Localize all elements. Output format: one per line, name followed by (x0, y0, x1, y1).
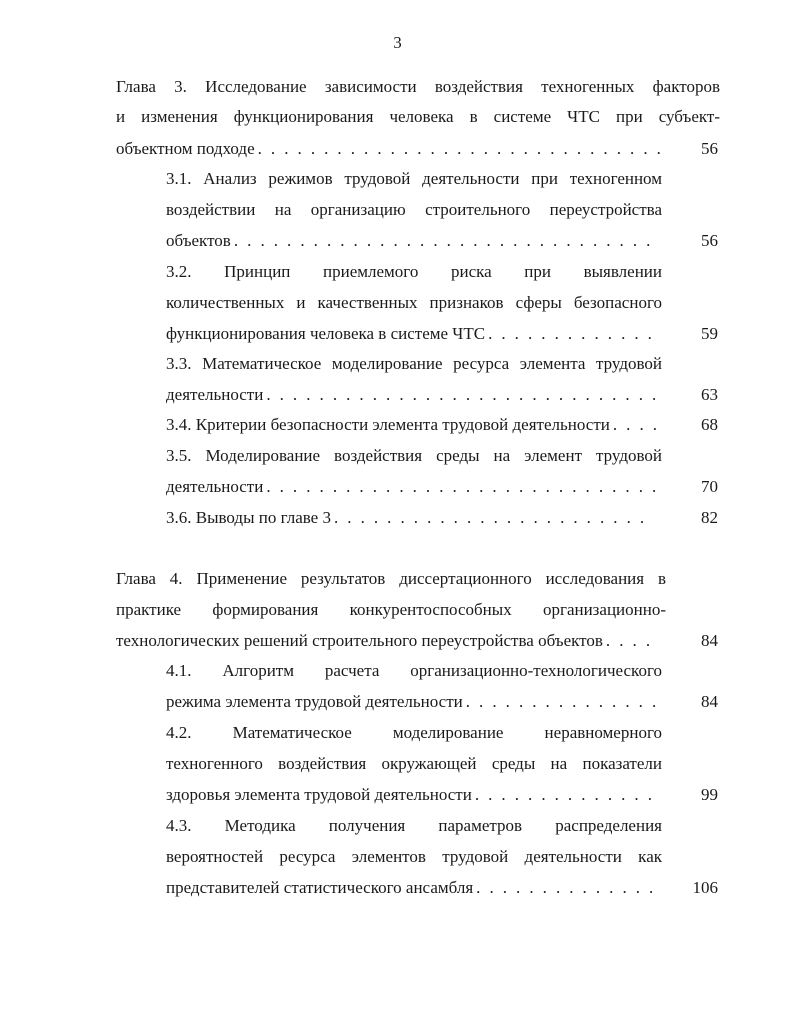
section-3-5-line-1: 3.5. Моделирование воздействия среды на элемент трудовой (166, 446, 662, 465)
section-3-5-line-2-text: деятельности (166, 477, 264, 496)
dot-leader (613, 414, 658, 436)
dot-leader (258, 138, 662, 160)
section-3-6-line-1 (166, 507, 658, 529)
chapter-3-title-line-3-text: объектном подходе (116, 139, 255, 158)
section-3-1-line-2: воздействии на организацию строительного переустройства (166, 200, 662, 219)
section-3-3-page: 63 (701, 385, 718, 404)
section-3-1-line-3 (166, 230, 662, 252)
dot-leader (488, 323, 658, 345)
section-4-1-line-1: 4.1. Алгоритм расчета организационно-технологического (166, 661, 662, 680)
section-3-1-page: 56 (701, 231, 718, 250)
section-3-2-line-3-text: функционирования человека в системе ЧТС (166, 324, 486, 343)
section-3-3-line-2 (166, 384, 662, 406)
section-3-6-page: 82 (701, 508, 718, 527)
section-4-1-line-2 (166, 691, 662, 713)
section-4-2-page: 99 (701, 785, 718, 804)
section-4-1-page: 84 (701, 692, 718, 711)
section-3-2-page: 59 (701, 324, 718, 343)
section-3-6-line-1-text: 3.6. Выводы по главе 3 (166, 508, 331, 527)
dot-leader (475, 784, 658, 806)
section-4-3-line-2: вероятностей ресурса элементов трудовой деятельности как (166, 847, 662, 866)
page-number: 3 (393, 33, 402, 52)
section-3-4-page: 68 (701, 415, 718, 434)
section-3-2-line-1: 3.2. Принцип приемлемого риска при выявлении (166, 262, 662, 281)
section-4-3-line-3 (166, 877, 658, 899)
chapter-3-title-line-1: Глава 3. Исследование зависимости воздействия техногенных факторов (116, 77, 720, 96)
chapter-4-page: 84 (701, 631, 718, 650)
section-4-3-line-3-text: представителей статистического ансамбля (166, 878, 474, 897)
dot-leader (234, 230, 658, 252)
section-4-2-line-3-text: здоровья элемента трудовой деятельности (166, 785, 472, 804)
section-3-1-line-3-text: объектов (166, 231, 231, 250)
section-4-3-line-1: 4.3. Методика получения параметров распределения (166, 816, 662, 835)
chapter-3-title-line-3 (116, 138, 666, 160)
section-4-2-line-3 (166, 784, 662, 806)
section-3-1-line-1: 3.1. Анализ режимов трудовой деятельности при техногенном (166, 169, 662, 188)
dot-leader (334, 507, 654, 529)
chapter-4-title-line-3 (116, 630, 662, 652)
chapter-3-page: 56 (701, 139, 718, 158)
dot-leader (266, 476, 658, 498)
chapter-4-title-line-1: Глава 4. Применение результатов диссертационного исследования в (116, 569, 666, 588)
section-3-3-line-1: 3.3. Математическое моделирование ресурса элемента трудовой (166, 354, 662, 373)
section-3-4-line-1-text: 3.4. Критерии безопасности элемента трудовой деятельности (166, 415, 610, 434)
section-4-2-line-2: техногенного воздействия окружающей среды на показатели (166, 754, 662, 773)
dot-leader (606, 630, 658, 652)
section-3-5-page: 70 (701, 477, 718, 496)
section-4-2-line-1: 4.2. Математическое моделирование неравномерного (166, 723, 662, 742)
section-3-5-line-2 (166, 476, 662, 498)
chapter-4-title-line-2: практике формирования конкурентоспособных организационно- (116, 600, 666, 619)
section-4-1-line-2-text: режима элемента трудовой деятельности (166, 692, 463, 711)
section-3-2-line-2: количественных и качественных признаков сферы безопасного (166, 293, 662, 312)
section-3-2-line-3 (166, 323, 662, 345)
dot-leader (466, 691, 658, 713)
section-4-3-page: 106 (692, 878, 718, 897)
dot-leader (476, 877, 654, 899)
section-3-3-line-2-text: деятельности (166, 385, 264, 404)
section-3-4-line-1 (166, 414, 662, 436)
chapter-3-title-line-2: и изменения функционирования человека в системе ЧТС при субъект- (116, 107, 720, 126)
dot-leader (266, 384, 658, 406)
chapter-4-title-line-3-text: технологических решений строительного переустройства объектов (116, 631, 603, 650)
